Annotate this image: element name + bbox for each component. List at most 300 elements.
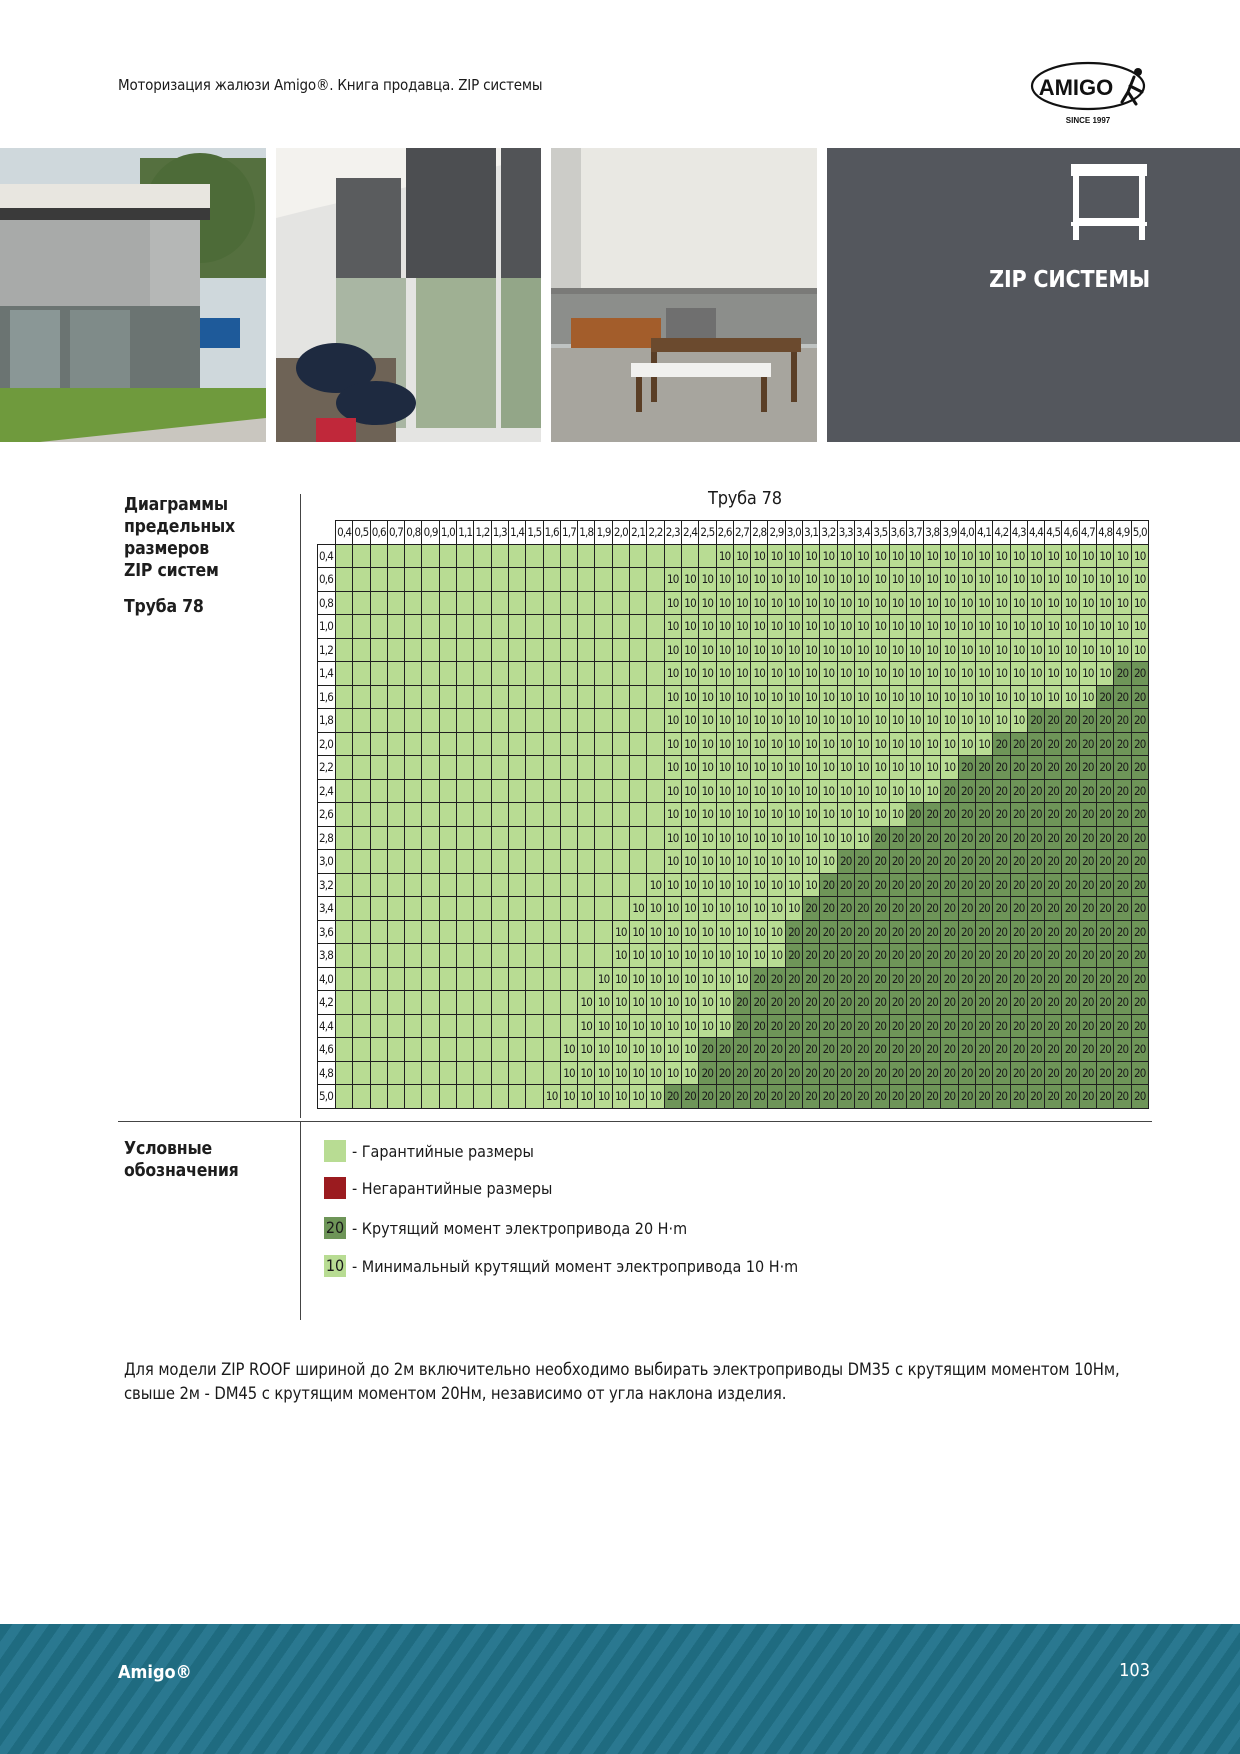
cell-guaranteed	[353, 803, 370, 827]
cell-torque-20: 20	[733, 1014, 750, 1038]
cell-torque-20: 20	[1027, 826, 1044, 850]
cell-guaranteed	[336, 1061, 353, 1085]
cell-torque-20: 20	[993, 897, 1010, 921]
row-header: 4,6	[318, 1038, 336, 1062]
cell-torque-20: 20	[1114, 756, 1131, 780]
cell-torque-20: 20	[1114, 850, 1131, 874]
cell-torque-10: 10	[924, 756, 941, 780]
cell-guaranteed	[457, 591, 474, 615]
cell-torque-20: 20	[820, 873, 837, 897]
cell-torque-10: 10	[681, 1014, 698, 1038]
cell-torque-20: 20	[716, 1038, 733, 1062]
cell-torque-10: 10	[768, 779, 785, 803]
cell-torque-10: 10	[681, 638, 698, 662]
cell-torque-10: 10	[854, 826, 871, 850]
cell-torque-20: 20	[1045, 1014, 1062, 1038]
cell-guaranteed	[560, 591, 577, 615]
cell-torque-20: 20	[803, 1038, 820, 1062]
grid-row	[318, 615, 1149, 639]
cell-torque-20: 20	[751, 1061, 768, 1085]
column-header: 4,0	[958, 521, 975, 545]
cell-torque-10: 10	[716, 591, 733, 615]
cell-guaranteed	[353, 1061, 370, 1085]
cell-guaranteed	[370, 568, 387, 592]
cell-guaranteed	[508, 944, 525, 968]
cell-guaranteed	[439, 967, 456, 991]
cell-guaranteed	[612, 662, 629, 686]
cell-torque-20: 20	[958, 803, 975, 827]
cell-guaranteed	[578, 615, 595, 639]
size-limit-grid	[317, 520, 1149, 1109]
cell-torque-20: 20	[993, 1014, 1010, 1038]
cell-guaranteed	[457, 544, 474, 568]
cell-torque-20: 20	[733, 991, 750, 1015]
cell-torque-10: 10	[1010, 591, 1027, 615]
cell-torque-10: 10	[751, 709, 768, 733]
cell-guaranteed	[595, 662, 612, 686]
cell-torque-10: 10	[768, 873, 785, 897]
cell-torque-10: 10	[975, 615, 992, 639]
cell-torque-10: 10	[872, 803, 889, 827]
cell-guaranteed	[491, 1038, 508, 1062]
cell-torque-10: 10	[889, 685, 906, 709]
cell-torque-10: 10	[958, 709, 975, 733]
legend-label: - Минимальный крутящий момент электропривода 10 Н·m	[352, 1256, 799, 1276]
cell-torque-20: 20	[975, 944, 992, 968]
cell-torque-10: 10	[803, 685, 820, 709]
cell-guaranteed	[612, 685, 629, 709]
cell-torque-10: 10	[837, 568, 854, 592]
cell-torque-20: 20	[1062, 1038, 1079, 1062]
column-header: 4,1	[975, 521, 992, 545]
cell-torque-10: 10	[924, 591, 941, 615]
cell-guaranteed	[647, 826, 664, 850]
cell-torque-20: 20	[1097, 756, 1114, 780]
cell-torque-20: 20	[889, 967, 906, 991]
cell-guaranteed	[595, 615, 612, 639]
cell-torque-20: 20	[1114, 709, 1131, 733]
legend-item-guaranteed	[324, 1140, 534, 1162]
cell-torque-10: 10	[733, 568, 750, 592]
cell-torque-20: 20	[975, 967, 992, 991]
cell-torque-20: 20	[1097, 1038, 1114, 1062]
cell-guaranteed	[543, 568, 560, 592]
cell-torque-10: 10	[699, 662, 716, 686]
cell-torque-10: 10	[595, 1038, 612, 1062]
grid-header-row	[318, 521, 1149, 545]
cell-guaranteed	[370, 685, 387, 709]
cell-torque-20: 20	[872, 967, 889, 991]
cell-guaranteed	[457, 756, 474, 780]
grid-row	[318, 826, 1149, 850]
cell-torque-20: 20	[889, 873, 906, 897]
cell-torque-10: 10	[664, 638, 681, 662]
cell-guaranteed	[370, 662, 387, 686]
cell-guaranteed	[526, 779, 543, 803]
cell-torque-20: 20	[1079, 1061, 1096, 1085]
column-header: 2,1	[630, 521, 647, 545]
cell-guaranteed	[491, 850, 508, 874]
cell-torque-10: 10	[803, 803, 820, 827]
cell-torque-20: 20	[1062, 991, 1079, 1015]
cell-guaranteed	[543, 615, 560, 639]
cell-guaranteed	[612, 544, 629, 568]
cell-torque-20: 20	[1114, 1061, 1131, 1085]
cell-torque-20: 20	[975, 826, 992, 850]
cell-torque-10: 10	[785, 779, 802, 803]
cell-guaranteed	[543, 1061, 560, 1085]
cell-torque-20: 20	[854, 1014, 871, 1038]
cell-torque-10: 10	[872, 756, 889, 780]
cell-torque-10: 10	[681, 1061, 698, 1085]
cell-torque-10: 10	[612, 1038, 629, 1062]
cell-torque-10: 10	[630, 1014, 647, 1038]
cell-torque-20: 20	[768, 967, 785, 991]
cell-torque-10: 10	[647, 944, 664, 968]
cell-torque-20: 20	[820, 967, 837, 991]
cell-torque-10: 10	[681, 756, 698, 780]
cell-torque-20: 20	[993, 732, 1010, 756]
cell-guaranteed	[439, 685, 456, 709]
cell-guaranteed	[543, 920, 560, 944]
row-header: 1,0	[318, 615, 336, 639]
cell-torque-10: 10	[820, 591, 837, 615]
cell-guaranteed	[647, 662, 664, 686]
row-header: 1,8	[318, 709, 336, 733]
cell-torque-20: 20	[1131, 803, 1148, 827]
cell-torque-10: 10	[647, 897, 664, 921]
cell-torque-10: 10	[1079, 591, 1096, 615]
cell-guaranteed	[526, 662, 543, 686]
cell-torque-10: 10	[630, 920, 647, 944]
cell-torque-10: 10	[872, 662, 889, 686]
cell-torque-10: 10	[941, 568, 958, 592]
cell-torque-20: 20	[854, 967, 871, 991]
cell-torque-20: 20	[1114, 685, 1131, 709]
cell-torque-20: 20	[837, 920, 854, 944]
cell-torque-10: 10	[664, 803, 681, 827]
cell-guaranteed	[543, 803, 560, 827]
cell-torque-10: 10	[647, 1085, 664, 1109]
cell-guaranteed	[612, 803, 629, 827]
cell-torque-10: 10	[699, 873, 716, 897]
cell-torque-10: 10	[837, 662, 854, 686]
cell-guaranteed	[353, 1085, 370, 1109]
cell-torque-20: 20	[1027, 1038, 1044, 1062]
cell-torque-20: 20	[993, 803, 1010, 827]
cell-torque-20: 20	[941, 779, 958, 803]
cell-guaranteed	[595, 638, 612, 662]
cell-guaranteed	[630, 732, 647, 756]
cell-torque-20: 20	[906, 944, 923, 968]
cell-guaranteed	[457, 967, 474, 991]
cell-torque-10: 10	[699, 568, 716, 592]
cell-torque-20: 20	[889, 991, 906, 1015]
row-header: 4,0	[318, 967, 336, 991]
cell-guaranteed	[491, 544, 508, 568]
cell-guaranteed	[370, 638, 387, 662]
cell-torque-10: 10	[837, 591, 854, 615]
cell-torque-10: 10	[543, 1085, 560, 1109]
cell-torque-10: 10	[837, 709, 854, 733]
cell-torque-20: 20	[803, 920, 820, 944]
cell-guaranteed	[543, 991, 560, 1015]
cell-torque-10: 10	[751, 944, 768, 968]
cell-guaranteed	[647, 615, 664, 639]
cell-guaranteed	[508, 756, 525, 780]
cell-torque-10: 10	[578, 1085, 595, 1109]
cell-torque-20: 20	[785, 1014, 802, 1038]
cell-torque-20: 20	[699, 1085, 716, 1109]
cell-torque-20: 20	[1045, 826, 1062, 850]
cell-torque-10: 10	[1062, 544, 1079, 568]
cell-guaranteed	[457, 991, 474, 1015]
cell-guaranteed	[336, 850, 353, 874]
cell-torque-20: 20	[889, 944, 906, 968]
cell-guaranteed	[578, 967, 595, 991]
cell-torque-20: 20	[906, 803, 923, 827]
cell-torque-20: 20	[1045, 756, 1062, 780]
column-header: 0,6	[370, 521, 387, 545]
legend-swatch-light-green: 10	[325, 1256, 345, 1275]
cell-guaranteed	[370, 544, 387, 568]
cell-torque-20: 20	[941, 1014, 958, 1038]
cell-torque-10: 10	[699, 685, 716, 709]
cell-torque-10: 10	[906, 756, 923, 780]
cell-guaranteed	[474, 897, 491, 921]
cell-torque-20: 20	[924, 1061, 941, 1085]
cell-guaranteed	[405, 662, 422, 686]
cell-torque-20: 20	[1010, 756, 1027, 780]
cell-guaranteed	[560, 850, 577, 874]
cell-torque-20: 20	[924, 991, 941, 1015]
cell-torque-20: 20	[1079, 897, 1096, 921]
cell-torque-10: 10	[578, 1038, 595, 1062]
row-header: 5,0	[318, 1085, 336, 1109]
cell-guaranteed	[387, 944, 404, 968]
cell-torque-10: 10	[664, 920, 681, 944]
cell-torque-10: 10	[1079, 568, 1096, 592]
cell-torque-10: 10	[820, 850, 837, 874]
cell-guaranteed	[474, 1014, 491, 1038]
cell-torque-20: 20	[1010, 897, 1027, 921]
cell-torque-10: 10	[1097, 591, 1114, 615]
cell-torque-10: 10	[664, 1038, 681, 1062]
cell-guaranteed	[457, 568, 474, 592]
cell-torque-20: 20	[1027, 897, 1044, 921]
cell-torque-10: 10	[785, 709, 802, 733]
row-header: 0,4	[318, 544, 336, 568]
cell-torque-20: 20	[906, 897, 923, 921]
cell-torque-20: 20	[906, 1038, 923, 1062]
cell-torque-20: 20	[803, 1085, 820, 1109]
cell-torque-10: 10	[681, 732, 698, 756]
cell-torque-10: 10	[751, 897, 768, 921]
cell-torque-20: 20	[820, 897, 837, 921]
cell-guaranteed	[422, 803, 439, 827]
cell-torque-10: 10	[1062, 591, 1079, 615]
cell-torque-20: 20	[872, 991, 889, 1015]
section-title: ZIP СИСТЕМЫ	[989, 267, 1150, 293]
cell-guaranteed	[578, 873, 595, 897]
cell-torque-20: 20	[889, 1085, 906, 1109]
cell-guaranteed	[353, 826, 370, 850]
cell-torque-10: 10	[975, 685, 992, 709]
cell-guaranteed	[508, 709, 525, 733]
cell-torque-10: 10	[716, 638, 733, 662]
cell-torque-20: 20	[906, 920, 923, 944]
cell-torque-10: 10	[820, 615, 837, 639]
cell-torque-10: 10	[699, 920, 716, 944]
grid-row	[318, 897, 1149, 921]
cell-torque-10: 10	[733, 709, 750, 733]
row-header: 3,8	[318, 944, 336, 968]
cell-torque-20: 20	[1079, 826, 1096, 850]
cell-torque-10: 10	[1045, 568, 1062, 592]
cell-torque-10: 10	[751, 920, 768, 944]
tube-label: Труба 78	[124, 597, 204, 617]
cell-guaranteed	[630, 756, 647, 780]
cell-guaranteed	[474, 685, 491, 709]
cell-guaranteed	[508, 967, 525, 991]
cell-torque-20: 20	[1062, 967, 1079, 991]
grid-row	[318, 544, 1149, 568]
cell-guaranteed	[422, 615, 439, 639]
cell-torque-10: 10	[751, 591, 768, 615]
cell-guaranteed	[508, 991, 525, 1015]
cell-torque-20: 20	[1062, 944, 1079, 968]
cell-torque-10: 10	[681, 967, 698, 991]
legend-title: Условные обозначения	[124, 1139, 239, 1181]
cell-torque-10: 10	[1114, 568, 1131, 592]
cell-torque-10: 10	[699, 732, 716, 756]
cell-guaranteed	[353, 756, 370, 780]
cell-guaranteed	[595, 873, 612, 897]
cell-torque-10: 10	[560, 1085, 577, 1109]
cell-torque-10: 10	[785, 544, 802, 568]
cell-torque-10: 10	[699, 615, 716, 639]
cell-guaranteed	[336, 544, 353, 568]
cell-torque-10: 10	[716, 967, 733, 991]
grid-row	[318, 920, 1149, 944]
cell-torque-20: 20	[1114, 897, 1131, 921]
cell-torque-20: 20	[1131, 920, 1148, 944]
cell-guaranteed	[457, 638, 474, 662]
column-header: 1,3	[491, 521, 508, 545]
cell-guaranteed	[336, 685, 353, 709]
cell-guaranteed	[439, 662, 456, 686]
cell-guaranteed	[387, 544, 404, 568]
cell-torque-10: 10	[958, 544, 975, 568]
cell-torque-10: 10	[872, 709, 889, 733]
cell-torque-20: 20	[993, 1085, 1010, 1109]
cell-torque-10: 10	[664, 685, 681, 709]
cell-torque-20: 20	[1114, 803, 1131, 827]
cell-guaranteed	[405, 1061, 422, 1085]
cell-torque-10: 10	[751, 873, 768, 897]
cell-torque-10: 10	[716, 944, 733, 968]
cell-guaranteed	[353, 991, 370, 1015]
cell-torque-20: 20	[1079, 873, 1096, 897]
cell-torque-20: 20	[889, 1014, 906, 1038]
cell-guaranteed	[647, 756, 664, 780]
cell-guaranteed	[370, 826, 387, 850]
column-header: 4,5	[1045, 521, 1062, 545]
cell-guaranteed	[457, 873, 474, 897]
cell-guaranteed	[630, 662, 647, 686]
cell-torque-10: 10	[751, 732, 768, 756]
cell-torque-10: 10	[681, 685, 698, 709]
diagram-title: Диаграммы предельных размеров ZIP систем	[124, 495, 235, 581]
cell-torque-20: 20	[924, 873, 941, 897]
cell-guaranteed	[336, 873, 353, 897]
cell-torque-20: 20	[854, 991, 871, 1015]
grid-row	[318, 709, 1149, 733]
cell-guaranteed	[526, 1038, 543, 1062]
cell-torque-10: 10	[664, 850, 681, 874]
cell-guaranteed	[560, 756, 577, 780]
cell-torque-10: 10	[958, 685, 975, 709]
cell-guaranteed	[474, 991, 491, 1015]
cell-torque-20: 20	[716, 1061, 733, 1085]
cell-guaranteed	[387, 1085, 404, 1109]
cell-torque-10: 10	[733, 638, 750, 662]
cell-torque-10: 10	[768, 920, 785, 944]
cell-torque-10: 10	[751, 779, 768, 803]
cell-torque-10: 10	[1027, 615, 1044, 639]
cell-torque-10: 10	[630, 1038, 647, 1062]
cell-torque-10: 10	[906, 732, 923, 756]
cell-torque-10: 10	[854, 709, 871, 733]
cell-guaranteed	[439, 873, 456, 897]
cell-guaranteed	[457, 1061, 474, 1085]
cell-guaranteed	[405, 967, 422, 991]
cell-guaranteed	[595, 756, 612, 780]
cell-torque-10: 10	[1027, 591, 1044, 615]
cell-torque-10: 10	[751, 803, 768, 827]
cell-torque-10: 10	[681, 568, 698, 592]
cell-guaranteed	[560, 779, 577, 803]
cell-torque-10: 10	[699, 944, 716, 968]
cell-torque-20: 20	[751, 991, 768, 1015]
cell-guaranteed	[457, 826, 474, 850]
cell-torque-20: 20	[1131, 662, 1148, 686]
cell-torque-10: 10	[768, 544, 785, 568]
cell-torque-20: 20	[889, 920, 906, 944]
cell-torque-20: 20	[785, 1085, 802, 1109]
cell-torque-20: 20	[924, 1085, 941, 1109]
cell-torque-20: 20	[1114, 779, 1131, 803]
cell-guaranteed	[699, 544, 716, 568]
cell-torque-20: 20	[751, 1085, 768, 1109]
cell-guaranteed	[422, 826, 439, 850]
column-header: 2,8	[751, 521, 768, 545]
cell-torque-10: 10	[768, 615, 785, 639]
cell-torque-10: 10	[699, 1014, 716, 1038]
cell-guaranteed	[526, 1085, 543, 1109]
cell-torque-10: 10	[681, 803, 698, 827]
cell-guaranteed	[595, 944, 612, 968]
cell-torque-10: 10	[647, 991, 664, 1015]
cell-guaranteed	[474, 826, 491, 850]
cell-guaranteed	[387, 826, 404, 850]
cell-torque-10: 10	[699, 991, 716, 1015]
cell-guaranteed	[387, 967, 404, 991]
cell-torque-10: 10	[1114, 615, 1131, 639]
cell-torque-10: 10	[1010, 568, 1027, 592]
cell-torque-10: 10	[837, 685, 854, 709]
column-header: 4,4	[1027, 521, 1044, 545]
